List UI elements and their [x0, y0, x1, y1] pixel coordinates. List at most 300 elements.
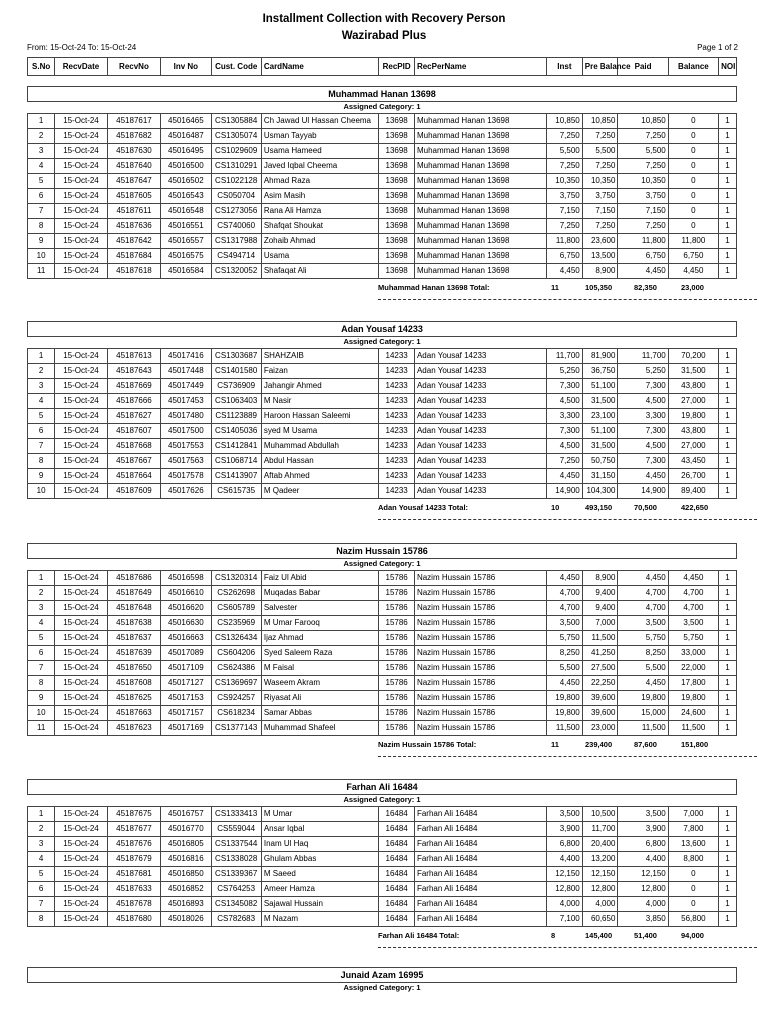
cell-cardname: Samar Abbas — [261, 706, 378, 721]
cell-invno: 45016500 — [161, 159, 211, 174]
cell-inst: 5,500 — [547, 144, 583, 159]
cell-recvno: 45187667 — [107, 454, 160, 469]
cell-sno: 4 — [28, 616, 55, 631]
cell-recpid: 15786 — [379, 721, 415, 736]
group-rows-table — [27, 570, 737, 736]
cell-recpername: Nazim Hussain 15786 — [414, 631, 546, 646]
cell-inst: 5,500 — [547, 661, 583, 676]
cell-noi: 1 — [719, 822, 737, 837]
cell-balance: 0 — [668, 219, 718, 234]
cell-custcode: CS494714 — [211, 249, 261, 264]
cell-custcode: CS740060 — [211, 219, 261, 234]
cell-recvdate: 15-Oct-24 — [55, 721, 107, 736]
cell-paid: 4,500 — [618, 394, 668, 409]
cell-paid: 4,500 — [618, 439, 668, 454]
cell-prebalance: 31,150 — [582, 469, 618, 484]
cell-invno: 45016495 — [161, 144, 211, 159]
cell-custcode: CS1320052 — [211, 264, 261, 279]
cell-custcode: CS782683 — [211, 912, 261, 927]
cell-recvdate: 15-Oct-24 — [55, 249, 107, 264]
cell-recpid: 16484 — [379, 897, 415, 912]
cell-recpername: Adan Yousaf 14233 — [414, 484, 546, 499]
total-balance: 422,650 — [681, 503, 709, 512]
cell-recvdate: 15-Oct-24 — [55, 454, 107, 469]
cell-noi: 1 — [719, 129, 737, 144]
cell-custcode: CS262698 — [211, 586, 261, 601]
cell-recvno: 45187639 — [107, 646, 160, 661]
cell-sno: 2 — [28, 586, 55, 601]
cell-balance: 11,800 — [668, 234, 718, 249]
cell-noi: 1 — [719, 676, 737, 691]
cell-recpername: Muhammad Hanan 13698 — [414, 144, 546, 159]
cell-prebalance: 60,650 — [582, 912, 618, 927]
cell-noi: 1 — [719, 144, 737, 159]
cell-custcode: CS1303687 — [211, 349, 261, 364]
cell-recpid: 16484 — [379, 882, 415, 897]
cell-recvdate: 15-Oct-24 — [55, 616, 107, 631]
cell-recpername: Farhan Ali 16484 — [414, 822, 546, 837]
cell-cardname: M Qadeer — [261, 484, 378, 499]
cell-balance: 3,500 — [668, 616, 718, 631]
column-header-table — [27, 57, 737, 76]
cell-recvdate: 15-Oct-24 — [55, 631, 107, 646]
cell-recvno: 45187613 — [107, 349, 160, 364]
total-divider — [378, 299, 757, 300]
cell-cardname: Shafqat Shoukat — [261, 219, 378, 234]
cell-invno: 45016548 — [161, 204, 211, 219]
cell-paid: 3,850 — [618, 912, 668, 927]
cell-recvno: 45187627 — [107, 409, 160, 424]
cell-invno: 45017089 — [161, 646, 211, 661]
cell-sno: 9 — [28, 234, 55, 249]
cell-recvdate: 15-Oct-24 — [55, 571, 107, 586]
cell-recvdate: 15-Oct-24 — [55, 822, 107, 837]
cell-recvno: 45187681 — [107, 867, 160, 882]
cell-sno: 2 — [28, 364, 55, 379]
col-recpername: RecPerName — [414, 58, 546, 76]
cell-inst: 4,000 — [547, 897, 583, 912]
cell-balance: 19,800 — [668, 409, 718, 424]
cell-recpid: 13698 — [379, 114, 415, 129]
cell-prebalance: 36,750 — [582, 364, 618, 379]
cell-recpername: Nazim Hussain 15786 — [414, 571, 546, 586]
cell-invno: 45016816 — [161, 852, 211, 867]
cell-recpid: 14233 — [379, 454, 415, 469]
cell-recpid: 13698 — [379, 204, 415, 219]
col-recvdate: RecvDate — [55, 58, 107, 76]
group-rows-table — [27, 113, 737, 279]
cell-paid: 5,750 — [618, 631, 668, 646]
cell-recvdate: 15-Oct-24 — [55, 219, 107, 234]
cell-recvdate: 15-Oct-24 — [55, 691, 107, 706]
cell-cardname: Rana Ali Hamza — [261, 204, 378, 219]
cell-noi: 1 — [719, 159, 737, 174]
cell-sno: 1 — [28, 114, 55, 129]
cell-noi: 1 — [719, 837, 737, 852]
cell-recvno: 45187609 — [107, 484, 160, 499]
cell-noi: 1 — [719, 586, 737, 601]
table-row — [28, 394, 737, 409]
cell-balance: 11,500 — [668, 721, 718, 736]
col-inst: Inst — [547, 58, 583, 76]
cell-sno: 7 — [28, 897, 55, 912]
cell-sno: 6 — [28, 882, 55, 897]
cell-recpername: Nazim Hussain 15786 — [414, 646, 546, 661]
cell-inst: 6,750 — [547, 249, 583, 264]
cell-invno: 45017449 — [161, 379, 211, 394]
cell-inst: 4,500 — [547, 394, 583, 409]
cell-paid: 4,450 — [618, 469, 668, 484]
cell-prebalance: 7,250 — [582, 159, 618, 174]
cell-custcode: CS764253 — [211, 882, 261, 897]
cell-inst: 12,800 — [547, 882, 583, 897]
cell-prebalance: 104,300 — [582, 484, 618, 499]
cell-sno: 6 — [28, 189, 55, 204]
cell-custcode: CS1333413 — [211, 807, 261, 822]
cell-invno: 45017626 — [161, 484, 211, 499]
cell-balance: 43,450 — [668, 454, 718, 469]
cell-inst: 3,500 — [547, 616, 583, 631]
cell-balance: 4,450 — [668, 571, 718, 586]
cell-recvno: 45187664 — [107, 469, 160, 484]
total-prebalance: 145,400 — [585, 931, 613, 940]
cell-recpid: 14233 — [379, 409, 415, 424]
cell-balance: 0 — [668, 882, 718, 897]
cell-recvdate: 15-Oct-24 — [55, 676, 107, 691]
cell-prebalance: 8,900 — [582, 571, 618, 586]
cell-recvno: 45187625 — [107, 691, 160, 706]
cell-recvdate: 15-Oct-24 — [55, 264, 107, 279]
cell-sno: 7 — [28, 439, 55, 454]
cell-prebalance: 23,100 — [582, 409, 618, 424]
cell-recvno: 45187669 — [107, 379, 160, 394]
cell-invno: 45017453 — [161, 394, 211, 409]
cell-cardname: Aftab Ahmed — [261, 469, 378, 484]
cell-paid: 11,800 — [618, 234, 668, 249]
cell-recvno: 45187643 — [107, 364, 160, 379]
cell-recpid: 14233 — [379, 349, 415, 364]
cell-recpid: 14233 — [379, 364, 415, 379]
cell-recvno: 45187637 — [107, 631, 160, 646]
group-total — [27, 931, 737, 943]
cell-paid: 5,250 — [618, 364, 668, 379]
cell-paid: 6,750 — [618, 249, 668, 264]
cell-recvno: 45187630 — [107, 144, 160, 159]
cell-inst: 19,800 — [547, 706, 583, 721]
cell-recpid: 15786 — [379, 661, 415, 676]
cell-noi: 1 — [719, 114, 737, 129]
cell-inst: 3,300 — [547, 409, 583, 424]
cell-cardname: Salvester — [261, 601, 378, 616]
cell-sno: 8 — [28, 676, 55, 691]
table-row — [28, 234, 737, 249]
cell-recpername: Muhammad Hanan 13698 — [414, 129, 546, 144]
cell-inst: 11,700 — [547, 349, 583, 364]
cell-balance: 19,800 — [668, 691, 718, 706]
cell-custcode: CS604206 — [211, 646, 261, 661]
cell-cardname: syed M Usama — [261, 424, 378, 439]
total-paid: 87,600 — [634, 740, 657, 749]
cell-prebalance: 23,000 — [582, 721, 618, 736]
cell-recvno: 45187623 — [107, 721, 160, 736]
group-name: Adan Yousaf 14233 — [27, 321, 737, 337]
cell-recpid: 13698 — [379, 174, 415, 189]
cell-recvdate: 15-Oct-24 — [55, 144, 107, 159]
col-balance: Balance — [668, 58, 718, 76]
cell-paid: 7,300 — [618, 379, 668, 394]
cell-balance: 24,600 — [668, 706, 718, 721]
cell-paid: 12,800 — [618, 882, 668, 897]
cell-cardname: Haroon Hassan Saleemi — [261, 409, 378, 424]
cell-prebalance: 12,150 — [582, 867, 618, 882]
cell-cardname: Muhammad Abdullah — [261, 439, 378, 454]
cell-invno: 45017127 — [161, 676, 211, 691]
cell-inst: 7,300 — [547, 424, 583, 439]
cell-paid: 4,450 — [618, 264, 668, 279]
cell-invno: 45016487 — [161, 129, 211, 144]
cell-balance: 4,700 — [668, 586, 718, 601]
cell-balance: 70,200 — [668, 349, 718, 364]
cell-custcode: CS1063403 — [211, 394, 261, 409]
cell-balance: 7,800 — [668, 822, 718, 837]
cell-custcode: CS1377143 — [211, 721, 261, 736]
cell-inst: 19,800 — [547, 691, 583, 706]
cell-paid: 7,250 — [618, 159, 668, 174]
cell-prebalance: 7,250 — [582, 219, 618, 234]
cell-recvno: 45187608 — [107, 676, 160, 691]
cell-custcode: CS050704 — [211, 189, 261, 204]
cell-recpername: Muhammad Hanan 13698 — [414, 234, 546, 249]
cell-invno: 45016620 — [161, 601, 211, 616]
total-prebalance: 493,150 — [585, 503, 613, 512]
cell-recpername: Nazim Hussain 15786 — [414, 586, 546, 601]
cell-recpid: 13698 — [379, 219, 415, 234]
cell-paid: 3,300 — [618, 409, 668, 424]
cell-inst: 7,150 — [547, 204, 583, 219]
cell-recpid: 14233 — [379, 469, 415, 484]
cell-cardname: Asim Masih — [261, 189, 378, 204]
table-row — [28, 882, 737, 897]
col-custcode: Cust. Code — [211, 58, 261, 76]
cell-recpername: Adan Yousaf 14233 — [414, 439, 546, 454]
cell-balance: 0 — [668, 867, 718, 882]
cell-sno: 10 — [28, 484, 55, 499]
cell-recvno: 45187682 — [107, 129, 160, 144]
cell-invno: 45016543 — [161, 189, 211, 204]
cell-recvno: 45187663 — [107, 706, 160, 721]
cell-recvdate: 15-Oct-24 — [55, 174, 107, 189]
total-balance: 94,000 — [681, 931, 704, 940]
total-divider — [378, 519, 757, 520]
cell-recpername: Nazim Hussain 15786 — [414, 676, 546, 691]
cell-paid: 7,150 — [618, 204, 668, 219]
cell-prebalance: 7,250 — [582, 129, 618, 144]
cell-balance: 13,600 — [668, 837, 718, 852]
cell-inst: 14,900 — [547, 484, 583, 499]
total-prebalance: 239,400 — [585, 740, 613, 749]
col-recpid: RecPID — [379, 58, 415, 76]
cell-recpid: 15786 — [379, 616, 415, 631]
cell-recvno: 45187605 — [107, 189, 160, 204]
cell-paid: 3,500 — [618, 807, 668, 822]
cell-recvdate: 15-Oct-24 — [55, 867, 107, 882]
cell-sno: 6 — [28, 424, 55, 439]
cell-prebalance: 81,900 — [582, 349, 618, 364]
cell-inst: 7,250 — [547, 454, 583, 469]
cell-recpername: Muhammad Hanan 13698 — [414, 174, 546, 189]
cell-prebalance: 9,400 — [582, 586, 618, 601]
cell-recvdate: 15-Oct-24 — [55, 601, 107, 616]
cell-paid: 5,500 — [618, 661, 668, 676]
table-row — [28, 249, 737, 264]
cell-inst: 7,250 — [547, 219, 583, 234]
cell-cardname: Inam Ul Haq — [261, 837, 378, 852]
cell-recpid: 16484 — [379, 837, 415, 852]
cell-recpid: 13698 — [379, 129, 415, 144]
total-inst: 8 — [551, 931, 556, 940]
total-divider — [378, 947, 757, 948]
cell-recvdate: 15-Oct-24 — [55, 897, 107, 912]
cell-prebalance: 31,500 — [582, 439, 618, 454]
cell-cardname: Muqadas Babar — [261, 586, 378, 601]
cell-sno: 8 — [28, 912, 55, 927]
table-row — [28, 144, 737, 159]
cell-invno: 45016557 — [161, 234, 211, 249]
cell-recvno: 45187676 — [107, 837, 160, 852]
cell-balance: 27,000 — [668, 394, 718, 409]
cell-recvno: 45187678 — [107, 897, 160, 912]
cell-paid: 3,500 — [618, 616, 668, 631]
cell-balance: 4,450 — [668, 264, 718, 279]
table-row — [28, 631, 737, 646]
cell-custcode: CS1413907 — [211, 469, 261, 484]
cell-custcode: CS1305884 — [211, 114, 261, 129]
cell-recvdate: 15-Oct-24 — [55, 912, 107, 927]
cell-balance: 89,400 — [668, 484, 718, 499]
cell-recpername: Adan Yousaf 14233 — [414, 394, 546, 409]
cell-noi: 1 — [719, 601, 737, 616]
cell-paid: 3,900 — [618, 822, 668, 837]
cell-recvno: 45187633 — [107, 882, 160, 897]
cell-balance: 0 — [668, 159, 718, 174]
total-paid: 51,400 — [634, 931, 657, 940]
cell-recpid: 16484 — [379, 822, 415, 837]
cell-invno: 45018026 — [161, 912, 211, 927]
table-row — [28, 409, 737, 424]
cell-prebalance: 50,750 — [582, 454, 618, 469]
cell-invno: 45016663 — [161, 631, 211, 646]
cell-custcode: CS1273056 — [211, 204, 261, 219]
cell-custcode: CS235969 — [211, 616, 261, 631]
cell-paid: 4,400 — [618, 852, 668, 867]
cell-inst: 4,400 — [547, 852, 583, 867]
cell-noi: 1 — [719, 661, 737, 676]
cell-sno: 3 — [28, 379, 55, 394]
cell-noi: 1 — [719, 379, 737, 394]
cell-invno: 45016598 — [161, 571, 211, 586]
cell-recvdate: 15-Oct-24 — [55, 646, 107, 661]
cell-inst: 5,250 — [547, 364, 583, 379]
cell-noi: 1 — [719, 409, 737, 424]
cell-recvno: 45187686 — [107, 571, 160, 586]
cell-balance: 5,750 — [668, 631, 718, 646]
cell-inst: 5,750 — [547, 631, 583, 646]
cell-cardname: Faiz Ul Abid — [261, 571, 378, 586]
cell-paid: 10,850 — [618, 114, 668, 129]
cell-prebalance: 9,400 — [582, 601, 618, 616]
cell-inst: 12,150 — [547, 867, 583, 882]
table-row — [28, 159, 737, 174]
cell-sno: 5 — [28, 174, 55, 189]
cell-paid: 19,800 — [618, 691, 668, 706]
cell-paid: 7,250 — [618, 219, 668, 234]
table-row — [28, 661, 737, 676]
cell-invno: 45016551 — [161, 219, 211, 234]
cell-cardname: Javed Iqbal Cheema — [261, 159, 378, 174]
cell-recpername: Adan Yousaf 14233 — [414, 424, 546, 439]
total-label: Nazim Hussain 15786 Total: — [378, 740, 477, 749]
cell-custcode: CS1305074 — [211, 129, 261, 144]
group-category: Assigned Category: 1 — [343, 337, 421, 346]
cell-custcode: CS1345082 — [211, 897, 261, 912]
cell-recpername: Muhammad Hanan 13698 — [414, 249, 546, 264]
cell-inst: 6,800 — [547, 837, 583, 852]
table-row — [28, 189, 737, 204]
cell-paid: 11,500 — [618, 721, 668, 736]
table-row — [28, 454, 737, 469]
cell-recpid: 14233 — [379, 424, 415, 439]
column-header-row — [28, 58, 737, 76]
cell-cardname: Jahangir Ahmed — [261, 379, 378, 394]
group-total — [27, 503, 737, 515]
cell-inst: 11,800 — [547, 234, 583, 249]
cell-invno: 45017480 — [161, 409, 211, 424]
cell-noi: 1 — [719, 484, 737, 499]
cell-recpername: Adan Yousaf 14233 — [414, 364, 546, 379]
cell-invno: 45016893 — [161, 897, 211, 912]
cell-recpid: 13698 — [379, 249, 415, 264]
cell-recpername: Muhammad Hanan 13698 — [414, 264, 546, 279]
cell-inst: 10,850 — [547, 114, 583, 129]
table-row — [28, 646, 737, 661]
col-recvno: RecvNo — [107, 58, 160, 76]
table-row — [28, 676, 737, 691]
cell-recpid: 15786 — [379, 601, 415, 616]
cell-recpid: 13698 — [379, 159, 415, 174]
cell-inst: 7,250 — [547, 159, 583, 174]
cell-recvdate: 15-Oct-24 — [55, 129, 107, 144]
table-row — [28, 129, 737, 144]
cell-recpername: Adan Yousaf 14233 — [414, 454, 546, 469]
cell-sno: 3 — [28, 601, 55, 616]
cell-cardname: Muhammad Shafeel — [261, 721, 378, 736]
cell-balance: 0 — [668, 897, 718, 912]
cell-cardname: M Saeed — [261, 867, 378, 882]
cell-balance: 8,800 — [668, 852, 718, 867]
cell-prebalance: 20,400 — [582, 837, 618, 852]
cell-sno: 11 — [28, 264, 55, 279]
cell-inst: 3,500 — [547, 807, 583, 822]
cell-recvno: 45187650 — [107, 661, 160, 676]
total-inst: 10 — [551, 503, 560, 512]
cell-cardname: Ijaz Ahmad — [261, 631, 378, 646]
cell-paid: 11,700 — [618, 349, 668, 364]
cell-recpid: 13698 — [379, 144, 415, 159]
cell-prebalance: 11,500 — [582, 631, 618, 646]
cell-sno: 9 — [28, 691, 55, 706]
cell-invno: 45017416 — [161, 349, 211, 364]
cell-balance: 0 — [668, 144, 718, 159]
